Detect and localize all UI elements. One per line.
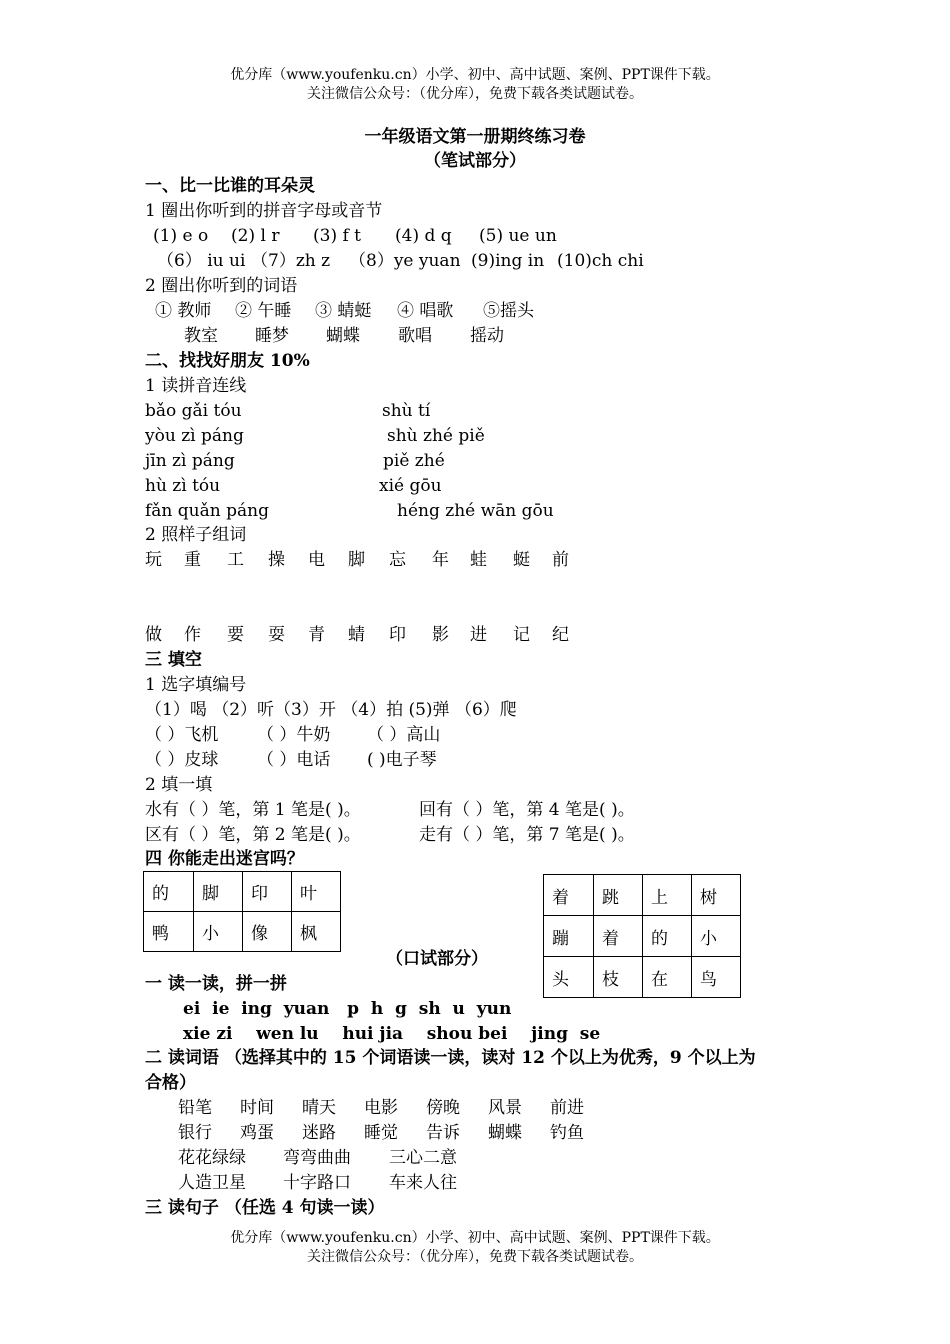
stroke-item: 区有（ ）笔，第 2 笔是( )。 [145, 825, 361, 845]
option: (4) d q [395, 226, 452, 246]
char: 电 [308, 550, 325, 570]
char: 蛙 [470, 550, 487, 570]
char: 耍 [268, 625, 285, 645]
s1-q2-prompt: 2 圈出你听到的词语 [145, 276, 298, 296]
word: 弯弯曲曲 [283, 1148, 351, 1168]
option: ① 教师 [155, 301, 212, 321]
word: 银行 [178, 1123, 212, 1143]
maze-cell: 在 [643, 957, 692, 998]
char: 蜻 [348, 625, 365, 645]
maze-cell: 的 [144, 872, 194, 912]
char: 纪 [552, 625, 569, 645]
chars-row-2 [145, 624, 569, 646]
option: (10)ch chi [557, 251, 644, 271]
words-row-4 [178, 1172, 457, 1194]
word: 鸡蛋 [240, 1123, 274, 1143]
maze-cell: 脚 [194, 872, 243, 912]
char: 脚 [348, 550, 365, 570]
maze-cell: 跳 [594, 875, 643, 916]
word: 十字路口 [283, 1173, 351, 1193]
maze-left [143, 871, 341, 952]
words-row-1 [178, 1097, 584, 1119]
char: 要 [227, 625, 244, 645]
oral-s1-row1: ei ie ing yuan p h g sh u yun [183, 999, 512, 1019]
maze-cell: 鸭 [144, 912, 194, 952]
fill-item: （ ）牛奶 [257, 725, 331, 745]
pinyin-right: shù tí [382, 401, 431, 421]
char: 进 [470, 625, 487, 645]
char: 印 [389, 625, 406, 645]
maze-cell: 小 [194, 912, 243, 952]
option: 摇动 [470, 326, 504, 346]
word: 三心二意 [389, 1148, 457, 1168]
maze-cell: 叶 [292, 872, 341, 912]
s3-options: （1）喝 （2）听（3）开 （4）拍 (5)弹 （6）爬 [145, 700, 517, 720]
section-2-heading: 二、找找好朋友 10% [145, 351, 310, 371]
pinyin-right: héng zhé wān gōu [397, 501, 554, 521]
word: 电影 [364, 1098, 398, 1118]
oral-s2-heading-1: 二 读词语 （选择其中的 15 个词语读一读，读对 12 个以上为优秀，9 个以上为 [145, 1048, 756, 1068]
option: （8）ye yuan [349, 251, 461, 271]
option: （6） iu ui [157, 251, 246, 271]
oral-s1-heading: 一 读一读，拼一拼 [145, 974, 287, 994]
fill-row-2 [145, 749, 437, 771]
maze-row [544, 916, 741, 957]
pinyin-right: xié gōu [379, 476, 442, 496]
s1-q1-row1 [153, 225, 557, 247]
s3-q2-prompt: 2 填一填 [145, 775, 213, 795]
option: 睡梦 [255, 326, 289, 346]
oral-title: （口试部分） [386, 949, 488, 969]
maze-cell: 印 [243, 872, 292, 912]
option: (2) l r [231, 226, 280, 246]
char: 年 [432, 550, 449, 570]
char: 影 [432, 625, 449, 645]
fill-item: ( )电子琴 [367, 750, 437, 770]
maze-cell: 小 [692, 916, 741, 957]
maze-cell: 枝 [594, 957, 643, 998]
option: ④ 唱歌 [397, 301, 454, 321]
option: ⑤摇头 [483, 301, 534, 321]
maze-cell: 头 [544, 957, 594, 998]
section-3-heading: 三 填空 [145, 650, 202, 670]
oral-s1-row2: xie zi wen lu hui jia shou bei jing se [183, 1024, 601, 1044]
words-row-2 [178, 1122, 584, 1144]
word: 迷路 [302, 1123, 336, 1143]
option: （7）zh z [251, 251, 331, 271]
maze-row [144, 912, 341, 952]
char: 做 [145, 625, 162, 645]
fill-item: （ ）高山 [367, 725, 441, 745]
pinyin-left: bǎo gǎi tóu [145, 401, 242, 421]
word: 时间 [240, 1098, 274, 1118]
maze-cell: 鸟 [692, 957, 741, 998]
stroke-item: 回有（ ）笔，第 4 笔是( )。 [419, 800, 635, 820]
word: 人造卫星 [178, 1173, 246, 1193]
maze-row [544, 957, 741, 998]
maze-cell: 的 [643, 916, 692, 957]
chars-row-1 [145, 549, 569, 571]
fill-item: （ ）飞机 [145, 725, 219, 745]
fill-row-1 [145, 724, 440, 746]
char: 前 [552, 550, 569, 570]
s3-q1-prompt: 1 选字填编号 [145, 675, 247, 695]
word: 前进 [550, 1098, 584, 1118]
maze-cell: 像 [243, 912, 292, 952]
header-line-1: 优分库（www.youfenku.cn）小学、初中、高中试题、案例、PPT课件下载。 [230, 67, 720, 83]
maze-cell: 枫 [292, 912, 341, 952]
word: 告诉 [426, 1123, 460, 1143]
s1-q2-row2 [184, 325, 504, 347]
option: ③ 蜻蜓 [315, 301, 372, 321]
option: 歌唱 [398, 326, 432, 346]
s1-q1-row2 [157, 250, 644, 272]
char: 作 [184, 625, 201, 645]
maze-row [544, 875, 741, 916]
option: (3) f t [313, 226, 362, 246]
word: 钓鱼 [550, 1123, 584, 1143]
stroke-item: 走有（ ）笔，第 7 笔是( )。 [419, 825, 635, 845]
footer-line-2: 关注微信公众号：（优分库），免费下载各类试题试卷。 [307, 1249, 643, 1265]
s1-q1-prompt: 1 圈出你听到的拼音字母或音节 [145, 201, 383, 221]
char: 蜓 [513, 550, 530, 570]
pinyin-left: hù zì tóu [145, 476, 221, 496]
s2-q1-prompt: 1 读拼音连线 [145, 376, 247, 396]
char: 青 [308, 625, 325, 645]
maze-right [543, 874, 741, 998]
oral-s3-heading: 三 读句子 （任选 4 句读一读） [145, 1198, 385, 1218]
s2-q2-prompt: 2 照样子组词 [145, 525, 247, 545]
word: 傍晚 [426, 1098, 460, 1118]
pinyin-left: jīn zì páng [145, 451, 235, 471]
maze-cell: 着 [544, 875, 594, 916]
oral-s2-heading-2: 合格） [145, 1073, 196, 1093]
section-4-heading: 四 你能走出迷宫吗？ [145, 849, 304, 869]
maze-cell: 蹦 [544, 916, 594, 957]
char: 忘 [389, 550, 406, 570]
word: 风景 [488, 1098, 522, 1118]
option: (1) e o [153, 226, 209, 246]
option: (9)ing in [471, 251, 545, 271]
fill-item: （ ）皮球 [145, 750, 219, 770]
word: 晴天 [302, 1098, 336, 1118]
page-title: 一年级语文第一册期终练习卷 [364, 127, 586, 147]
word: 铅笔 [178, 1098, 212, 1118]
option: (5) ue un [479, 226, 557, 246]
option: 教室 [184, 326, 218, 346]
maze-cell: 着 [594, 916, 643, 957]
section-1-heading: 一、比一比谁的耳朵灵 [145, 176, 315, 196]
char: 记 [513, 625, 530, 645]
word: 蝴蝶 [488, 1123, 522, 1143]
maze-row [144, 872, 341, 912]
maze-cell: 树 [692, 875, 741, 916]
pinyin-right: shù zhé piě [387, 426, 485, 446]
option: ② 午睡 [235, 301, 292, 321]
word: 车来人往 [389, 1173, 457, 1193]
char: 操 [268, 550, 285, 570]
option: 蝴蝶 [326, 326, 360, 346]
word: 睡觉 [364, 1123, 398, 1143]
s1-q2-row1 [155, 300, 534, 322]
fill-item: （ ）电话 [257, 750, 331, 770]
char: 工 [227, 550, 244, 570]
header-line-2: 关注微信公众号：（优分库），免费下载各类试题试卷。 [307, 86, 643, 102]
footer-line-1: 优分库（www.youfenku.cn）小学、初中、高中试题、案例、PPT课件下载。 [230, 1230, 720, 1246]
maze-cell: 上 [643, 875, 692, 916]
page-subtitle: （笔试部分） [424, 151, 526, 171]
char: 玩 [145, 550, 162, 570]
word: 花花绿绿 [178, 1148, 246, 1168]
char: 重 [184, 550, 201, 570]
stroke-item: 水有（ ）笔，第 1 笔是( )。 [145, 800, 361, 820]
words-row-3 [178, 1147, 457, 1169]
pinyin-right: piě zhé [383, 451, 445, 471]
pinyin-left: yòu zì páng [145, 426, 244, 446]
pinyin-left: fǎn quǎn páng [145, 501, 269, 521]
